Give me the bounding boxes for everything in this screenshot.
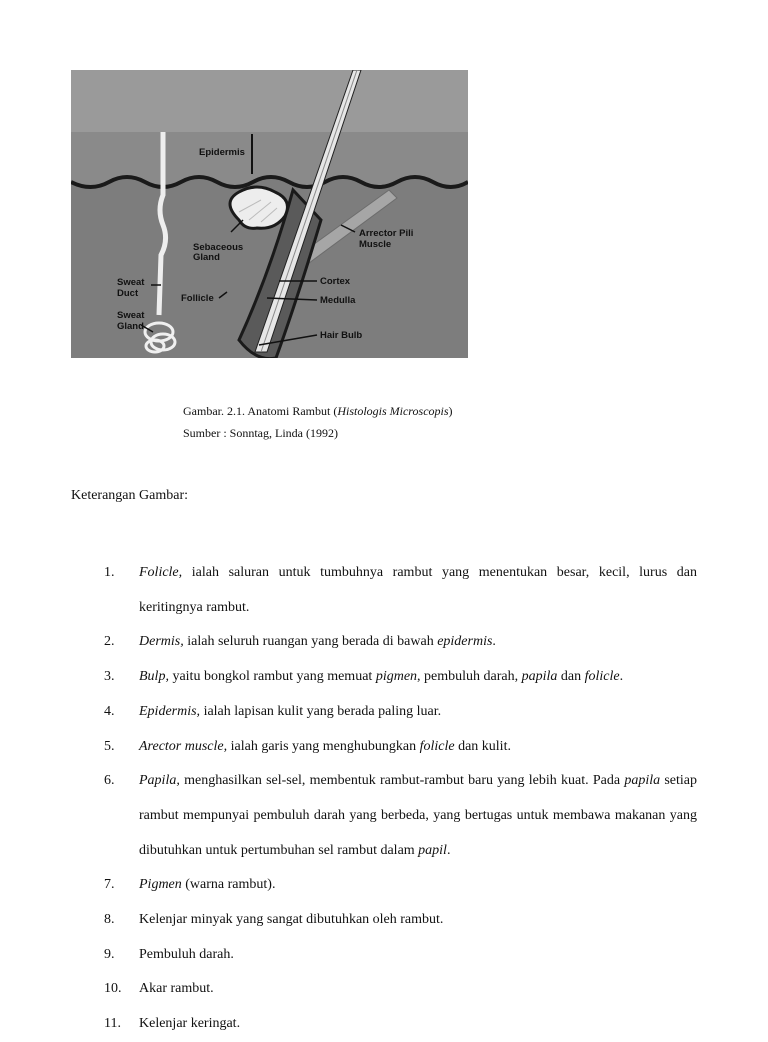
italic-term: Epidermis, [139, 703, 201, 719]
figure-top-band [71, 70, 468, 132]
text-run: Pembuluh darah. [139, 946, 234, 962]
list-item [104, 972, 697, 1007]
sweat-gland-shape [145, 323, 175, 352]
list-item-text [139, 903, 697, 938]
list-item [104, 868, 697, 903]
text-run: Kelenjar minyak yang sangat dibutuhkan oleh rambut. [139, 912, 444, 928]
list-item-text [139, 972, 697, 1007]
label-hair-bulb: Hair Bulb [320, 330, 363, 341]
figure-caption [183, 400, 453, 444]
label-medulla: Medulla [320, 295, 356, 306]
text-run: yaitu bongkol rambut yang memuat [168, 669, 376, 685]
italic-term: papila [624, 773, 661, 789]
text-run: , pembuluh darah, [417, 669, 522, 685]
list-item-number: 8. [104, 912, 115, 928]
list-item-text [139, 625, 697, 660]
list-item-number: 9. [104, 946, 115, 962]
label-sweat-gland-2: Gland [117, 321, 144, 332]
hair-anatomy-diagram [71, 70, 468, 358]
legend-heading: Keterangan Gambar: [71, 488, 188, 503]
list-item-text [139, 764, 697, 868]
label-arrector-2: Muscle [359, 239, 392, 250]
list-item [104, 660, 697, 695]
list-item-text [139, 556, 697, 625]
caption-title-suffix: ) [448, 404, 453, 418]
list-item-text [139, 660, 697, 695]
text-run: (warna rambut). [181, 877, 276, 893]
list-item-text [139, 1007, 697, 1042]
italic-term: Folicle, [139, 565, 183, 580]
list-item [104, 556, 697, 625]
list-item [104, 1007, 697, 1042]
italic-term: papil [418, 842, 447, 858]
hair-anatomy-figure [71, 70, 468, 358]
list-item-number: 2. [104, 634, 115, 650]
list-item-number: 5. [104, 738, 115, 754]
list-item [104, 625, 697, 660]
list-item-text [139, 868, 697, 903]
list-item-number: 3. [104, 669, 115, 685]
list-item-number: 1. [104, 565, 115, 580]
list-item-text [139, 730, 697, 765]
italic-term: Bulp, [139, 669, 169, 685]
text-run: . [619, 669, 624, 685]
label-follicle: Follicle [181, 293, 214, 304]
text-run: ialah garis yang menghubungkan [227, 738, 420, 754]
label-sweat-gland-1: Sweat [117, 310, 145, 321]
legend-list [104, 556, 697, 1042]
list-item-text [139, 938, 697, 973]
caption-title [183, 400, 453, 422]
text-run: . [492, 634, 496, 650]
list-item [104, 730, 697, 765]
list-item-number: 11. [104, 1016, 121, 1032]
text-run: menghasilkan sel-sel, membentuk rambut-rambut baru yang lebih kuat. Pada [179, 773, 625, 789]
text-run: ialah seluruh ruangan yang berada di bawah [183, 634, 438, 650]
text-run: setiap rambut mempunyai pembuluh darah yang berbeda, yang bertugas untuk membawa makanan yang dibutuhkan untuk pertumbuhan sel rambut dalam [139, 773, 697, 858]
list-item [104, 938, 697, 973]
caption-title-italic: Histologis Microscopis [337, 404, 449, 418]
italic-term: papila [521, 669, 558, 685]
list-item-number: 6. [104, 773, 115, 789]
italic-term: pigmen [375, 669, 418, 685]
list-item [104, 764, 697, 868]
caption-source: Sumber : Sonntag, Linda (1992) [183, 426, 338, 440]
label-sebaceous-1: Sebaceous [193, 242, 244, 253]
italic-term: folicle [584, 669, 620, 685]
label-sweat-duct-1: Sweat [117, 277, 145, 288]
text-run: dan kulit. [454, 738, 511, 754]
list-item-number: 10. [104, 981, 122, 997]
list-item-text [139, 695, 697, 730]
list-item [104, 695, 697, 730]
label-cortex: Cortex [320, 276, 351, 287]
label-sweat-duct-2: Duct [117, 288, 139, 299]
caption-title-prefix: Gambar. 2.1. Anatomi Rambut ( [183, 404, 338, 418]
italic-term: Papila, [139, 773, 180, 789]
italic-term: epidermis [437, 634, 493, 650]
text-run: Akar rambut. [139, 981, 214, 997]
list-item [104, 903, 697, 938]
text-run: ialah lapisan kulit yang berada paling luar. [200, 703, 442, 719]
label-epidermis: Epidermis [199, 147, 245, 158]
list-item-number: 7. [104, 877, 115, 893]
text-run: Kelenjar keringat. [139, 1016, 241, 1032]
label-sebaceous-2: Gland [193, 252, 220, 263]
italic-term: Dermis, [139, 634, 184, 650]
list-item-number: 4. [104, 703, 115, 719]
label-arrector-1: Arrector Pili [359, 228, 414, 239]
text-run: dan [557, 669, 585, 685]
text-run: ialah saluran untuk tumbuhnya rambut yang menentukan besar, kecil, lurus dan keritingnya rambut. [139, 565, 697, 615]
text-run: . [446, 842, 451, 858]
sebaceous-gland-shape [230, 187, 287, 228]
italic-term: Arector muscle, [139, 738, 228, 754]
dermis-boundary [71, 177, 468, 187]
italic-term: Pigmen [139, 877, 182, 893]
italic-term: folicle [419, 738, 455, 754]
